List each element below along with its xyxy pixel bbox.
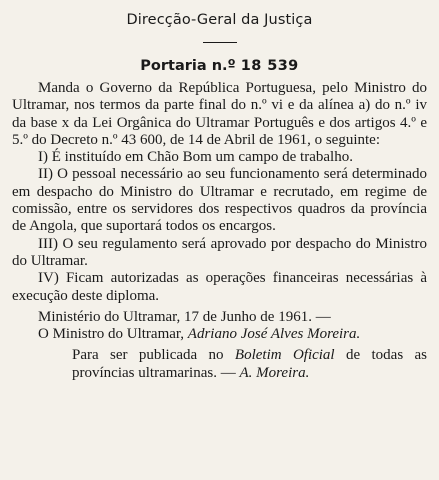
preamble-paragraph: Manda o Governo da República Portuguesa, pelo Ministro do Ultramar, nos termos da parte final do n.º vi e da alínea a) do n.º iv da base x da Lei Orgânica do Ultramar Português e dos artigos 4.º e 5.º do Decreto n.º 43 600, de 14 de Abril de 1961, o seguinte: [12, 80, 427, 148]
heading-divider [203, 42, 237, 43]
minister-line [12, 326, 427, 343]
publication-signature: A. Moreira. [239, 364, 310, 381]
publication-line [12, 347, 427, 382]
article-1: I) É instituído em Chão Bom um campo de trabalho. [38, 149, 353, 166]
portaria-label: Portaria n.º [140, 58, 236, 74]
article-4: IV) Ficam autorizadas as operações financeiras necessárias à execução deste diploma. [12, 270, 427, 304]
article-2: II) O pessoal necessário ao seu funcionamento será determinado em despacho do Ministro do Ultramar e recrutado, em regime de comissão, entre os servidores dos respectivos quadros da província de Angola, que suportará todos os encargos. [12, 166, 427, 235]
portaria-title [12, 58, 427, 74]
publication-prefix: Para ser publicada no [72, 347, 224, 364]
minister-name: Adriano José Alves Moreira. [187, 326, 361, 343]
closing-date-line: Ministério do Ultramar, 17 de Junho de 1961. — [38, 308, 331, 325]
publication-suffix: de todas as províncias ultramarinas. — [72, 347, 428, 381]
portaria-number: 18 539 [240, 58, 299, 74]
document-body [12, 80, 427, 382]
department-heading: Direcção-Geral da Justiça [126, 12, 313, 28]
publication-title: Boletim Oficial [234, 347, 335, 364]
minister-prefix: O Ministro do Ultramar, [38, 326, 185, 343]
article-3: III) O seu regulamento será aprovado por despacho do Ministro do Ultramar. [12, 235, 427, 269]
